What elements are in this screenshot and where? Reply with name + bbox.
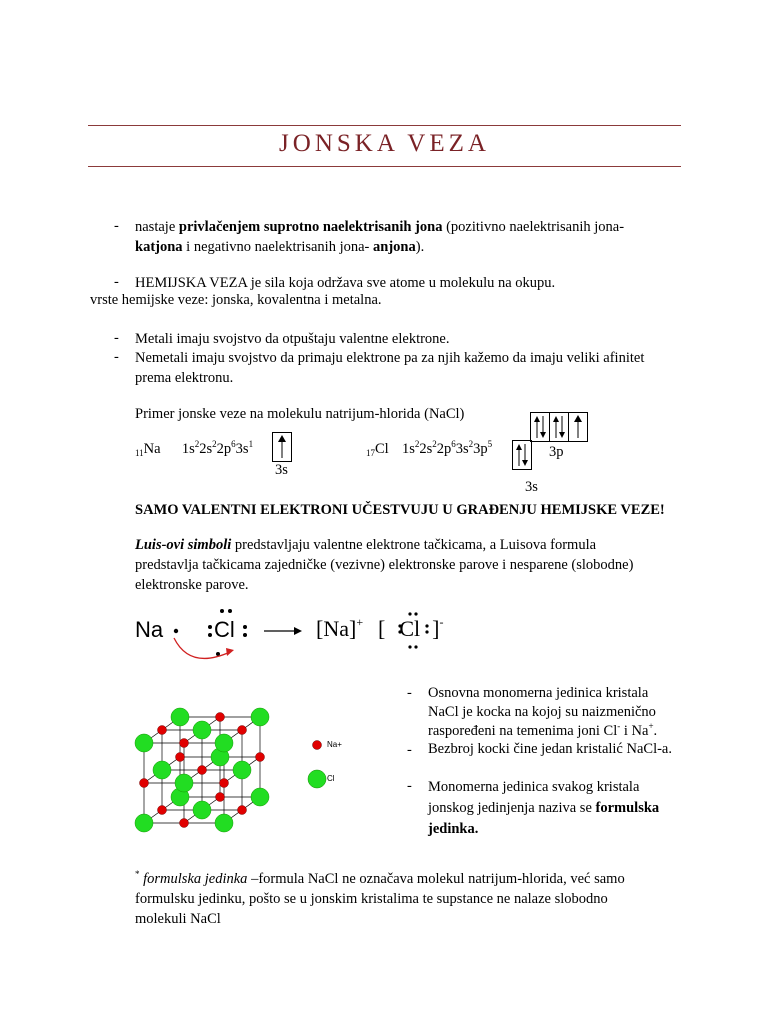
chloride-ion [251, 708, 269, 726]
chloride-ion [215, 814, 233, 832]
footnote: * formulska jedinka –formula NaCl ne označava molekul natrijum-hlorida, već samo formulsku jedinku, pošto se u jonskim kristalima te supstance ne nalaze slobodno molekuli NaCl [135, 869, 625, 927]
na-configuration: $_{11}$Na $1s^22s^22p^63s^1$ [135, 439, 254, 458]
chloride-ion [175, 774, 193, 792]
lewis-na-symbol: Na [135, 617, 164, 642]
legend-chlorine-swatch [308, 770, 326, 788]
legend-sodium-swatch [313, 741, 322, 750]
bullet-dash: - [114, 274, 119, 290]
bullet-dash: - [407, 778, 412, 794]
item4-text: Nemetali imaju svojstvo da primaju elektrone pa za njih kažemo da imaju veliki afinitet prema elektronu. [135, 350, 645, 386]
item2-continuation: vrste hemijske veze: jonska, kovalentna i metalna. [90, 292, 382, 308]
sodium-ion [216, 793, 225, 802]
cl-configuration: $_{17}$Cl $1s^22s^22p^63s^23p^5$ [366, 439, 493, 458]
chloride-ion [233, 761, 251, 779]
chloride-ion [215, 734, 233, 752]
cl-3p-orbital-box-1 [530, 412, 550, 442]
sodium-ion [180, 739, 189, 748]
cl-3p-label: 3p [549, 444, 564, 460]
chloride-ion [153, 761, 171, 779]
sodium-ion [176, 753, 185, 762]
cl-3p-orbital-box-2 [549, 412, 569, 442]
sodium-ion [198, 766, 207, 775]
title-rule-top [88, 125, 681, 126]
cl-3s-label: 3s [525, 479, 538, 495]
title-rule-bottom [88, 166, 681, 167]
sodium-ion [238, 806, 247, 815]
bullet-dash: - [407, 742, 412, 758]
crystal-note-3: Monomerna jedinica svakog kristala jonskog jedinjenja naziva se formulska jedinka. [428, 779, 660, 837]
sodium-ion-formula: [Na]+ [316, 615, 364, 641]
spin-up-arrow-icon [273, 433, 291, 461]
sodium-ion [238, 726, 247, 735]
bullet-dash: - [407, 685, 412, 701]
chloride-ion [171, 708, 189, 726]
bullet-dash: - [114, 349, 119, 365]
chloride-ion [135, 734, 153, 752]
spin-pair-arrows-icon [550, 413, 568, 441]
cl-3s-orbital-box [512, 440, 532, 470]
sodium-ion [158, 806, 167, 815]
na-3s-orbital-box [272, 432, 292, 462]
page-title: JONSKA VEZA [279, 130, 490, 157]
item1-text: nastaje privlačenjem suprotno naelektrisanih jona (pozitivno naelektrisanih jona- katjona i negativno naelektrisanih jona- anjona). [135, 219, 625, 255]
example-intro: Primer jonske veze na molekulu natrijum-hlorida (NaCl) [135, 406, 465, 422]
cl-3p-orbital-box-3 [568, 412, 588, 442]
sodium-ion [140, 779, 149, 788]
spin-pair-arrows-icon [531, 413, 549, 441]
legend-sodium-label: Na+ [327, 740, 342, 749]
sodium-ion [216, 713, 225, 722]
bullet-dash: - [114, 330, 119, 346]
spin-pair-arrows-icon [513, 441, 531, 469]
spin-up-arrow-icon [569, 413, 587, 441]
sodium-ion [158, 726, 167, 735]
legend-chlorine-label: Cl [327, 774, 335, 783]
chloride-ion [135, 814, 153, 832]
chloride-ion [193, 801, 211, 819]
sodium-ion [180, 819, 189, 828]
crystal-note-2: Bezbroj kocki čine jedan kristalić NaCl-a. [428, 741, 672, 757]
crystal-note-1: Osnovna monomerna jedinica kristala NaCl je kocka na kojoj su naizmenično raspoređeni na temenima joni Cl- i Na+. [428, 685, 658, 739]
lewis-paragraph: Luis-ovi simboli predstavljaju valentne elektrone tačkicama, a Luisova formula predstavlja tačkicama zajedničke (vezivne) elektronske parove i nesparene (slobodne) elektronske parove. [135, 537, 634, 593]
na-valence-dot [174, 629, 178, 633]
legend-graphics [307, 735, 327, 795]
sodium-ion [220, 779, 229, 788]
item2-text: HEMIJSKA VEZA je sila koja održava sve atome u molekulu na okupu. [135, 275, 556, 291]
item3-text: Metali imaju svojstvo da otpuštaju valentne elektrone. [135, 331, 450, 347]
chloride-ion-formula: [ Cl ]- [378, 615, 444, 641]
sodium-ion [256, 753, 265, 762]
chloride-ion [251, 788, 269, 806]
bullet-dash: - [114, 218, 119, 234]
lewis-cl-symbol: Cl [214, 617, 235, 642]
nacl-crystal-lattice [130, 688, 300, 838]
chloride-ion [193, 721, 211, 739]
valence-statement: SAMO VALENTNI ELEKTRONI UČESTVUJU U GRAĐENJU HEMIJSKE VEZE! [135, 502, 665, 518]
na-3s-label: 3s [275, 462, 288, 478]
